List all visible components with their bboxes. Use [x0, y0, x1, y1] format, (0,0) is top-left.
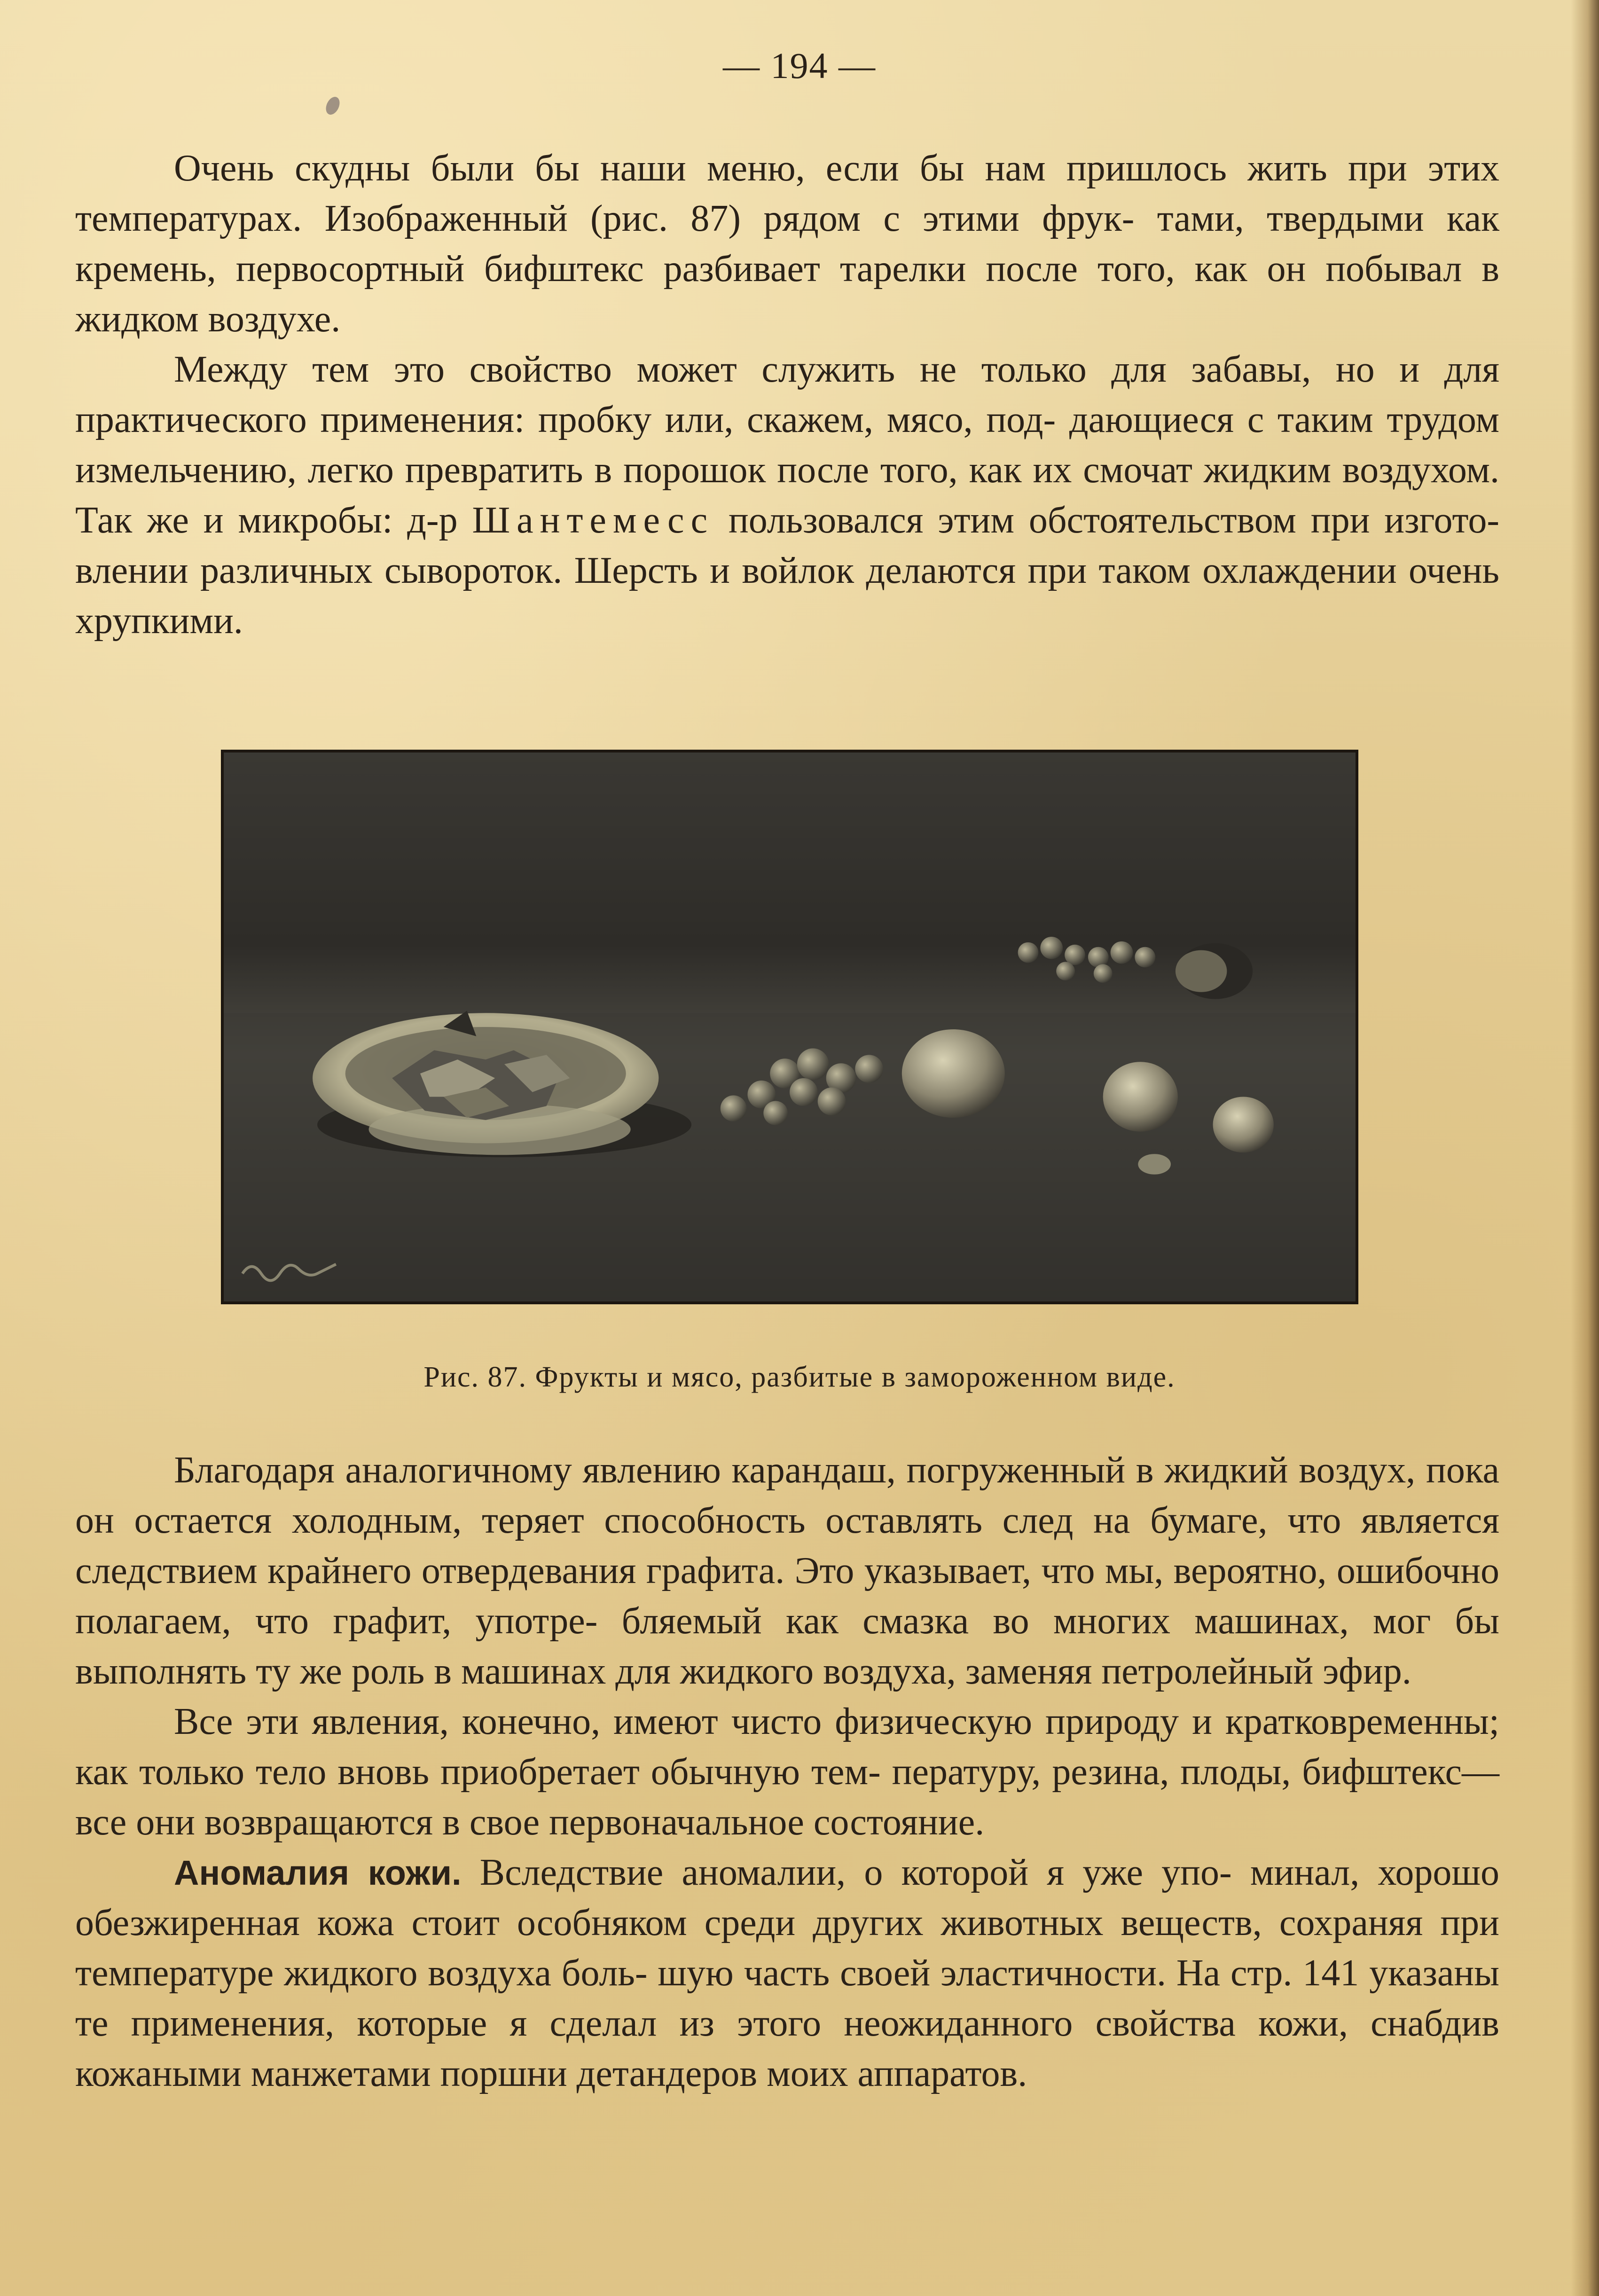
paragraph — [75, 143, 1499, 345]
page-number: — 194 — — [723, 45, 876, 86]
paragraph-line: тами, твердыми как кремень, первосортный бифштекс разбивает тарелки — [75, 198, 1499, 290]
paragraph — [75, 345, 1499, 646]
paragraph-text: Вследствие аномалии, о которой я уже упо- минал, хорошо обезжиренная кожа стоит особняком среди других животных веществ, сохраняя при температуре жидкого воздуха боль- шую часть своей эластичности. На стр. 141 указаны те применения, которые я сделал из этого неожиданного свойства кожи, снабдив кожаными манжетами поршни детандеров моих аппаратов. — [75, 1852, 1499, 2094]
paragraph-line: после того, как он побывал в жидком воздухе. — [75, 248, 1500, 340]
paragraph-line: при этих температурах. Изображенный (рис. 87) рядом с этими фрук- — [75, 148, 1500, 239]
figure-photo — [221, 750, 1358, 1304]
figure-caption: Рис. 87. Фрукты и мясо, разбитые в замороженном виде. — [423, 1361, 1176, 1393]
section-heading: Аномалия кожи. — [174, 1853, 462, 1892]
text-block-top — [75, 143, 1499, 646]
spaced-person-name: Шантемесс — [472, 500, 714, 541]
paragraph-text: пользовался этим обстоятельством при изгото- влении различных сывороток. Шерсть и войлок делаются при таком охлаждении очень хрупкими. — [75, 500, 1499, 642]
paragraph: Благодаря аналогичному явлению карандаш, погруженный в жидкий воздух, пока он остается холодным, теряет способность оставлять след на бумаге, что является следствием крайнего отвердевания графита. Это указывает, что мы, вероятно, ошибочно полагаем, что графит, употре- бляемый как смазка во многих машинах, мог бы выполнять ту же роль в машинах для жидкого воздуха, заменяя петролейный эфир. — [75, 1450, 1499, 1692]
ink-smudge — [323, 94, 342, 117]
text-block-bottom — [75, 1445, 1499, 2099]
fruits-and-meat-photo — [224, 752, 1356, 1301]
page-spine-shadow — [1571, 0, 1599, 2296]
paragraph — [75, 1848, 1499, 2099]
paragraph-line: Очень скудны были бы наши меню, если бы нам пришлось жить — [174, 148, 1348, 189]
paragraph: Все эти явления, конечно, имеют чисто физическую природу и кратковременны; как только тело вновь приобретает обычную тем- пературу, резина, плоды, бифштекс—все они возвращаются в свое первоначальное состояние. — [75, 1701, 1499, 1843]
paragraph-text: Между тем это свойство может служить не только для забавы, но и для практического применения: пробку или, скажем, мясо, под- дающиеся с таким трудом измельчению, легко превратить в порошок после того, как их смочат жидким воздухом. Так же и микробы: д-р — [75, 349, 1499, 541]
